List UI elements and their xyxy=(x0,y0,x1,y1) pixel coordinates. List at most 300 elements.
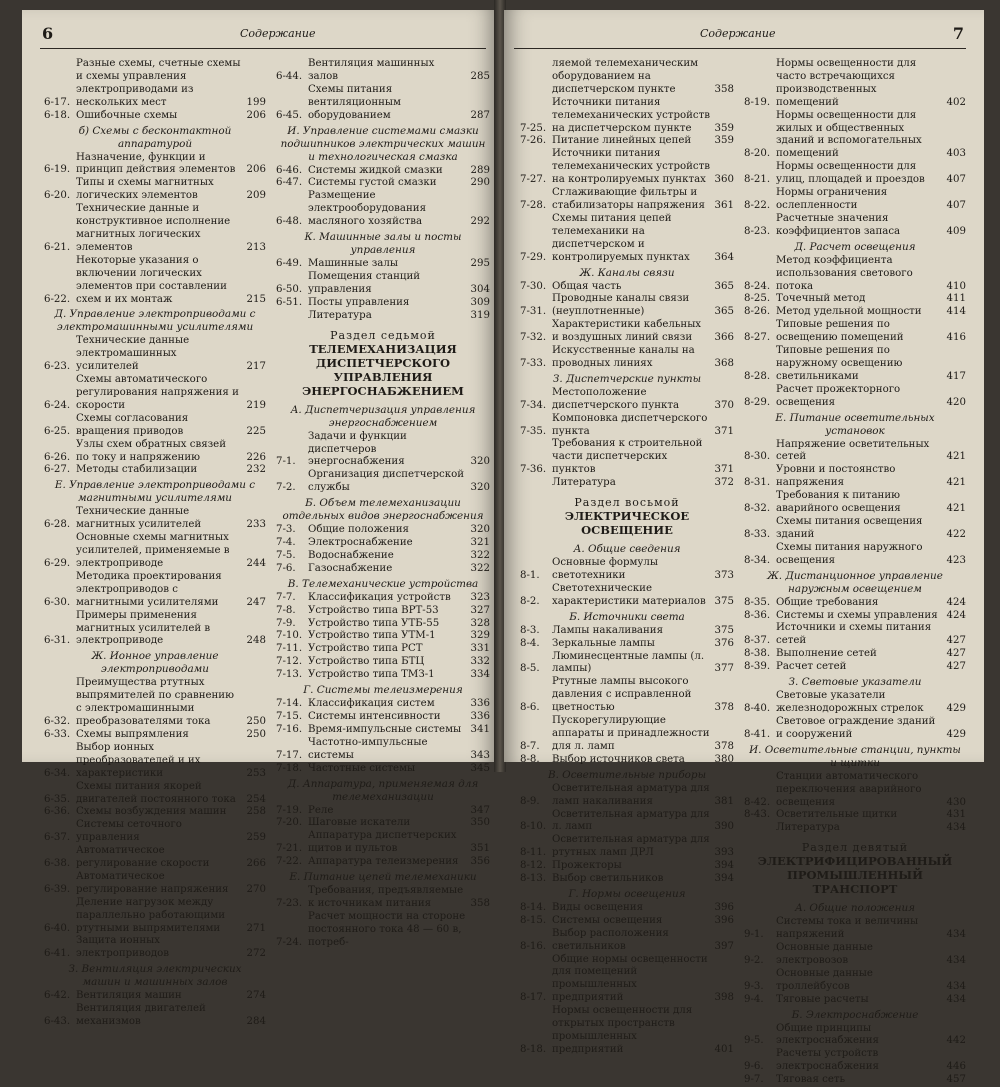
entry-number: 7-34. xyxy=(520,399,547,411)
entry-number: 7-10. xyxy=(276,630,303,642)
entry-title: Основные данные электровозов xyxy=(776,942,873,966)
entry-number: 8-6. xyxy=(520,702,540,714)
entry-title: Выбор расположения светильников xyxy=(552,927,669,952)
entry-number: 8-39. xyxy=(744,661,771,673)
entry-page: 304 xyxy=(470,283,490,295)
entry-title: Общая часть xyxy=(552,280,622,292)
entry-number: 7-22. xyxy=(276,856,303,868)
entry-page: 206 xyxy=(246,109,266,121)
entry-title: Системы тока и величины напряжений xyxy=(776,916,919,941)
entry-title: Помещения станций управления xyxy=(308,270,421,295)
entry-title: Зеркальные лампы xyxy=(552,637,655,649)
entry-page: 285 xyxy=(470,70,490,82)
entry-number: 7-4. xyxy=(276,537,296,549)
entry-page: 414 xyxy=(946,306,966,318)
entry-number: 6-22. xyxy=(44,293,71,305)
header-rule xyxy=(40,48,486,49)
entry-number: 8-18. xyxy=(520,1043,547,1055)
entry-title: Световое ограждение зданий и сооружений xyxy=(776,715,936,740)
entry-page: 329 xyxy=(470,630,490,642)
entry-page: 270 xyxy=(246,883,266,895)
entry-title: Устройство типа ТМЗ-1 xyxy=(308,669,435,681)
entry-title: Общие положения xyxy=(308,524,409,536)
entry-title: Посты управления xyxy=(308,296,410,308)
entry-title: Системы интенсивности xyxy=(308,711,441,722)
entry-number: 7-25. xyxy=(520,122,547,134)
entry-page: 416 xyxy=(946,332,966,344)
entry-number: 8-20. xyxy=(744,148,771,160)
entry-page: 248 xyxy=(246,635,266,647)
toc-entry xyxy=(276,524,490,537)
entry-title: Расчетные значения коэффициентов запаса xyxy=(776,212,901,237)
entry-page: 423 xyxy=(946,554,966,566)
entry-number: 8-42. xyxy=(744,796,771,808)
entry-title: Электроснабжение xyxy=(308,537,413,549)
entry-title: Классификация устройств xyxy=(308,591,451,603)
toc-entry xyxy=(44,990,266,1003)
entry-number: 8-15. xyxy=(520,914,547,926)
entry-title: Аппаратура диспетчерских щитов и пультов xyxy=(308,830,457,855)
entry-title: Размещение электрооборудования масляного хозяйства xyxy=(308,190,427,228)
section-heading: З. Вентиляция электрических машин и машинных залов xyxy=(68,963,242,989)
entry-page: 390 xyxy=(714,821,734,833)
toc-entry xyxy=(276,830,490,856)
entry-page: 356 xyxy=(470,856,490,868)
toc-entry xyxy=(744,439,966,465)
section-heading: Е. Питание цепей телемеханики xyxy=(289,871,477,884)
entry-number: 7-16. xyxy=(276,723,303,735)
entry-number: 8-41. xyxy=(744,728,771,740)
entry-title: Прожекторы xyxy=(552,860,622,872)
entry-number: 7-21. xyxy=(276,843,303,855)
entry-number: 8-19. xyxy=(744,96,771,108)
entry-page: 322 xyxy=(470,562,490,574)
entry-title: Схемы возбуждения машин xyxy=(76,806,227,818)
entry-title: Время-импульсные системы xyxy=(308,723,462,735)
entry-number: 9-2. xyxy=(744,954,764,966)
entry-page: 215 xyxy=(246,293,266,305)
toc-column xyxy=(744,58,966,1086)
toc-entry xyxy=(44,806,266,819)
entry-title: Классификация систем xyxy=(308,698,435,710)
entry-number: 8-35. xyxy=(744,596,771,608)
toc-entry xyxy=(276,656,490,669)
entry-number: 8-32. xyxy=(744,503,771,515)
entry-title: Технические данные электромашинных усилителей xyxy=(76,335,190,373)
toc-entry xyxy=(744,384,966,410)
entry-number: 8-9. xyxy=(520,795,540,807)
toc-entry xyxy=(520,148,734,187)
toc-entry xyxy=(744,661,966,674)
entry-page: 368 xyxy=(714,357,734,369)
toc-entry xyxy=(744,345,966,384)
entry-page: 429 xyxy=(946,728,966,740)
toc-entry xyxy=(44,1003,266,1029)
toc-entry xyxy=(276,643,490,656)
entry-number: 8-14. xyxy=(520,901,547,913)
entry-page: 217 xyxy=(246,361,266,373)
entry-title: Требования к питанию аварийного освещения xyxy=(776,490,901,515)
entry-number: 8-27. xyxy=(744,332,771,344)
entry-number: 8-8. xyxy=(520,753,540,765)
entry-page: 199 xyxy=(246,96,266,108)
entry-page: 328 xyxy=(470,617,490,629)
entry-number: 7-19. xyxy=(276,804,303,816)
toc-entry xyxy=(44,845,266,871)
toc-entry xyxy=(744,58,966,110)
entry-title: Тяговые расчеты xyxy=(776,993,869,1005)
entry-number: 8-26. xyxy=(744,306,771,318)
entry-title: Схемы выпрямления xyxy=(76,728,189,740)
entry-page: 309 xyxy=(470,296,490,308)
section-heading: б) Схемы с бесконтактной аппаратурой xyxy=(78,124,232,150)
entry-title: Разные схемы, счетные схемы и схемы управления электроприводами из нескольких мест xyxy=(76,58,241,108)
entry-page: 292 xyxy=(470,216,490,228)
entry-number: 6-40. xyxy=(44,922,71,934)
toc-entry xyxy=(520,834,734,860)
entry-page: 209 xyxy=(246,190,266,202)
section-heading: Г. Системы телеизмерения xyxy=(303,684,463,697)
entry-number: 6-21. xyxy=(44,241,71,253)
entry-number: 8-12. xyxy=(520,860,547,872)
entry-title: Устройство типа ВРТ-53 xyxy=(308,604,439,616)
entry-number: 7-15. xyxy=(276,711,303,722)
toc-entry xyxy=(276,630,490,643)
toc-entry xyxy=(44,677,266,729)
entry-page: 364 xyxy=(714,251,734,263)
toc-entry xyxy=(520,928,734,954)
entry-number: 6-43. xyxy=(44,1016,71,1028)
entry-number: 8-31. xyxy=(744,477,771,489)
entry-number: 6-45. xyxy=(276,109,303,121)
entry-number: 7-6. xyxy=(276,562,296,574)
entry-title: Световые указатели железнодорожных стрелок xyxy=(776,690,924,714)
entry-page: 407 xyxy=(946,199,966,211)
toc-entry xyxy=(44,203,266,255)
entry-page: 397 xyxy=(714,940,734,952)
entry-title: Схемы автоматического регулирования напряжения и скорости xyxy=(76,374,239,411)
toc-entry xyxy=(44,935,266,961)
section-heading: А. Диспетчеризация управления энергоснабжением xyxy=(290,403,476,429)
entry-page: 266 xyxy=(246,858,266,870)
entry-page: 272 xyxy=(246,948,266,960)
toc-entry xyxy=(44,464,266,477)
toc-entry xyxy=(520,97,734,136)
entry-title: Схемы питания наружного освещения xyxy=(776,541,923,566)
toc-entry xyxy=(520,413,734,439)
entry-title: Метод удельной мощности xyxy=(776,306,922,318)
entry-page: 398 xyxy=(714,992,734,1004)
toc-entry xyxy=(520,135,734,148)
toc-entry xyxy=(520,915,734,928)
toc-entry xyxy=(276,592,490,605)
toc-entry xyxy=(520,187,734,213)
entry-title: Схемы питания освещения зданий xyxy=(776,516,923,540)
toc-entry xyxy=(520,438,734,477)
entry-page: 343 xyxy=(470,749,490,761)
entry-number: 8-21. xyxy=(744,174,771,186)
section-heading: Д. Управление электроприводами с электромашинными усилителями xyxy=(54,308,256,334)
entry-page: 254 xyxy=(246,793,266,805)
toc-entry xyxy=(744,187,966,213)
entry-title: Искусственные каналы на проводных линиях xyxy=(552,345,695,369)
entry-title: Системы и схемы управления xyxy=(776,609,938,621)
entry-number: 9-1. xyxy=(744,929,764,941)
toc-entry xyxy=(44,871,266,897)
entry-number: 6-26. xyxy=(44,451,71,463)
entry-page: 365 xyxy=(714,280,734,292)
entry-number: 6-50. xyxy=(276,283,303,295)
entry-number: 7-13. xyxy=(276,669,303,681)
toc-entry xyxy=(44,110,266,123)
entry-number: 7-7. xyxy=(276,591,296,603)
entry-number: 7-35. xyxy=(520,425,547,437)
entry-number: 6-17. xyxy=(44,96,71,108)
entry-title: Нормы освещенности для жилых и общественных зданий и вспомогательных помещений xyxy=(776,109,922,160)
entry-number: 6-19. xyxy=(44,164,71,176)
entry-page: 345 xyxy=(470,762,490,774)
section-heading: З. Диспетчерские пункты xyxy=(552,372,702,385)
entry-title: Технические данные и конструктивное исполнение магнитных логических элементов xyxy=(76,203,231,253)
entry-title: Назначение, функции и принцип действия элементов xyxy=(76,151,236,176)
entry-number: 7-36. xyxy=(520,464,547,476)
toc-entry xyxy=(276,258,490,271)
part-label: Раздел седьмой xyxy=(330,328,436,342)
entry-page: 372 xyxy=(714,477,734,489)
entry-title: Пускорегулирующие аппараты и принадлежности для л. ламп xyxy=(552,715,710,752)
entry-number: 7-24. xyxy=(276,936,303,948)
entry-title: Вентиляция двигателей механизмов xyxy=(76,1003,206,1028)
toc-entry xyxy=(744,942,966,968)
entry-title: Устройство типа РСТ xyxy=(308,643,423,655)
toc-entry xyxy=(276,177,490,190)
toc-entry xyxy=(520,715,734,754)
entry-page: 427 xyxy=(946,661,966,673)
toc-entry xyxy=(44,571,266,610)
entry-page: 424 xyxy=(946,596,966,608)
entry-number: 8-34. xyxy=(744,554,771,566)
toc-entry xyxy=(520,676,734,715)
page-number: 7 xyxy=(952,24,964,43)
entry-page: 420 xyxy=(946,396,966,408)
toc-entry xyxy=(520,583,734,609)
entry-page: 402 xyxy=(946,96,966,108)
entry-page: 407 xyxy=(946,174,966,186)
entry-number: 6-29. xyxy=(44,558,71,569)
toc-entry xyxy=(276,805,490,818)
entry-title: Питание линейных цепей xyxy=(552,135,692,147)
entry-title: Газоснабжение xyxy=(308,562,393,574)
entry-page: 350 xyxy=(470,817,490,829)
section-heading: Д. Расчет освещения xyxy=(794,240,916,253)
toc-entry xyxy=(44,532,266,571)
part-heading xyxy=(276,329,490,398)
entry-page: 359 xyxy=(714,122,734,134)
entry-number: 7-17. xyxy=(276,749,303,761)
entry-title: Ошибочные схемы xyxy=(76,109,178,121)
part-label: Раздел девятый xyxy=(801,841,909,855)
toc-entry xyxy=(744,1023,966,1049)
entry-title: Осветительные щитки xyxy=(776,809,898,821)
toc-entry xyxy=(44,742,266,781)
toc-entry xyxy=(276,737,490,763)
entry-number: 8-29. xyxy=(744,396,771,408)
toc-entry xyxy=(44,439,266,465)
entry-page: 457 xyxy=(946,1074,966,1086)
entry-number: 6-46. xyxy=(276,164,303,176)
toc-entry xyxy=(520,557,734,583)
entry-title: Аппаратура телеизмерения xyxy=(308,856,459,868)
toc-entry xyxy=(744,610,966,623)
toc-entry xyxy=(44,781,266,807)
part-label: Раздел восьмой xyxy=(574,496,680,510)
entry-title: Светотехнические характеристики материалов xyxy=(552,582,706,607)
part-title: ЭЛЕКТРИЧЕСКОЕ ОСВЕЩЕНИЕ xyxy=(564,509,690,538)
entry-title: Нормы освещенности для улиц, площадей и проездов xyxy=(776,161,925,186)
entry-page: 375 xyxy=(714,595,734,607)
entry-number: 7-9. xyxy=(276,617,296,629)
entry-title: Шаговые искатели xyxy=(308,817,411,829)
entry-number: 8-5. xyxy=(520,663,540,675)
entry-title: Защита ионных электроприводов xyxy=(76,935,169,960)
toc-entry xyxy=(276,537,490,550)
entry-title: Станции автоматического переключения аварийного освещения xyxy=(776,770,922,808)
entry-number: 7-23. xyxy=(276,897,303,909)
entry-number: 7-26. xyxy=(520,135,547,147)
entry-title: Тяговая сеть xyxy=(776,1074,846,1086)
entry-page: 373 xyxy=(714,570,734,581)
entry-page: 375 xyxy=(714,624,734,636)
entry-title: Устройство типа УТБ-55 xyxy=(308,617,440,629)
entry-number: 7-5. xyxy=(276,549,296,561)
toc-entry xyxy=(276,58,490,84)
entry-page: 376 xyxy=(714,637,734,649)
section-heading: Е. Питание осветительных установок xyxy=(775,411,935,437)
entry-title: Некоторые указания о включении логических элементов при составлении схем и их монтаж xyxy=(76,254,227,305)
toc-entry xyxy=(44,729,266,742)
toc-entry xyxy=(44,152,266,178)
entry-title: Основные схемы магнитных усилителей, применяемые в электроприводе xyxy=(76,532,230,569)
section-heading: А. Общие положения xyxy=(794,902,916,915)
entry-page: 323 xyxy=(470,591,490,603)
entry-title: Схемы питания вентиляционным оборудованием xyxy=(308,83,401,121)
toc-entry xyxy=(520,902,734,915)
section-heading: И. Управление системами смазки подшипников электрических машин и технологическая смазка xyxy=(280,124,486,163)
entry-page: 396 xyxy=(714,901,734,913)
entry-number: 8-2. xyxy=(520,595,540,607)
entry-title: Уровни и постоянство напряжения xyxy=(776,464,896,489)
toc-entry xyxy=(744,1074,966,1087)
entry-page: 401 xyxy=(714,1043,734,1055)
entry-number: 6-38. xyxy=(44,858,71,870)
entry-number: 6-44. xyxy=(276,70,303,82)
entry-page: 322 xyxy=(470,549,490,561)
toc-entry xyxy=(44,610,266,649)
entry-page: 226 xyxy=(246,451,266,463)
entry-number: 7-29. xyxy=(520,251,547,263)
entry-number: 8-22. xyxy=(744,199,771,211)
entry-number: 8-38. xyxy=(744,648,771,660)
section-heading: Е. Управление электроприводами с магнитными усилителями xyxy=(54,479,256,505)
entry-number: 8-25. xyxy=(744,293,771,305)
toc-entry xyxy=(276,297,490,310)
entry-number: 7-32. xyxy=(520,332,547,344)
part-title: ТЕЛЕМЕХАНИЗАЦИЯ ДИСПЕТЧЕРСКОГО УПРАВЛЕНИЯ ЭНЕРГОСНАБЖЕНИЕМ xyxy=(302,341,464,398)
entry-number: 7-1. xyxy=(276,456,296,468)
entry-title: Литература xyxy=(308,309,372,321)
entry-page: 233 xyxy=(246,519,266,531)
toc-entry xyxy=(744,306,966,319)
entry-number: 6-41. xyxy=(44,948,71,960)
entry-page: 332 xyxy=(470,656,490,668)
toc-entry xyxy=(276,817,490,830)
entry-page: 421 xyxy=(946,477,966,489)
toc-entry xyxy=(744,293,966,306)
toc-entry xyxy=(744,968,966,994)
entry-page: 378 xyxy=(714,740,734,752)
entry-page: 347 xyxy=(470,804,490,816)
toc-entry xyxy=(744,1048,966,1074)
entry-number: 9-4. xyxy=(744,993,764,1005)
entry-number: 7-3. xyxy=(276,524,296,536)
entry-title: Нормы ограничения ослепленности xyxy=(776,187,888,211)
toc-entry xyxy=(276,911,490,950)
entry-title: Источники и схемы питания сетей xyxy=(776,622,932,647)
section-heading: Ж. Ионное управление электроприводами xyxy=(91,650,219,676)
entry-page: 358 xyxy=(470,897,490,909)
entry-page: 434 xyxy=(946,993,966,1005)
toc-entry xyxy=(44,506,266,532)
toc-entry xyxy=(744,319,966,345)
entry-number: 6-39. xyxy=(44,883,71,895)
entry-page: 250 xyxy=(246,716,266,728)
entry-title: Нормы освещенности для открытых пространств промышленных предприятий xyxy=(552,1005,693,1055)
entry-page: 424 xyxy=(946,609,966,621)
entry-page: 206 xyxy=(246,164,266,176)
entry-page: 284 xyxy=(246,1016,266,1028)
toc-entry xyxy=(520,281,734,294)
entry-title: Основные формулы светотехники xyxy=(552,557,659,581)
entry-number: 7-20. xyxy=(276,817,303,829)
entry-page: 403 xyxy=(946,148,966,160)
entry-title: Сглаживающие фильтры и стабилизаторы напряжения xyxy=(552,187,705,211)
running-head: Содержание xyxy=(240,27,316,40)
entry-title: Источники питания телемеханических устройств на контролируемых пунктах xyxy=(552,148,710,186)
entry-number: 7-18. xyxy=(276,762,303,774)
entry-title: Местоположение диспетчерского пункта xyxy=(552,386,680,411)
entry-page: 341 xyxy=(470,723,490,735)
toc-entry xyxy=(520,638,734,651)
entry-page: 259 xyxy=(246,832,266,844)
entry-number: 6-47. xyxy=(276,177,303,189)
entry-number: 6-35. xyxy=(44,793,71,805)
entry-title: Примеры применения магнитных усилителей в электроприводе xyxy=(76,609,211,647)
toc-entry xyxy=(520,387,734,413)
toc-entry xyxy=(520,754,734,767)
entry-page: 334 xyxy=(470,669,490,681)
toc-entry xyxy=(276,469,490,495)
entry-page: 427 xyxy=(946,648,966,660)
toc-entry xyxy=(520,319,734,345)
toc-entry xyxy=(276,618,490,631)
entry-title: Задачи и функции диспетчеров энергоснабжения xyxy=(308,430,407,468)
entry-title: Вентиляция машин xyxy=(76,990,182,1002)
entry-title: Источники питания телемеханических устройств на диспетчерском пункте xyxy=(552,96,710,134)
entry-page: 358 xyxy=(714,83,734,95)
entry-title: Выбор светильников xyxy=(552,873,664,885)
toc-entry xyxy=(744,490,966,516)
entry-page: 361 xyxy=(714,199,734,211)
